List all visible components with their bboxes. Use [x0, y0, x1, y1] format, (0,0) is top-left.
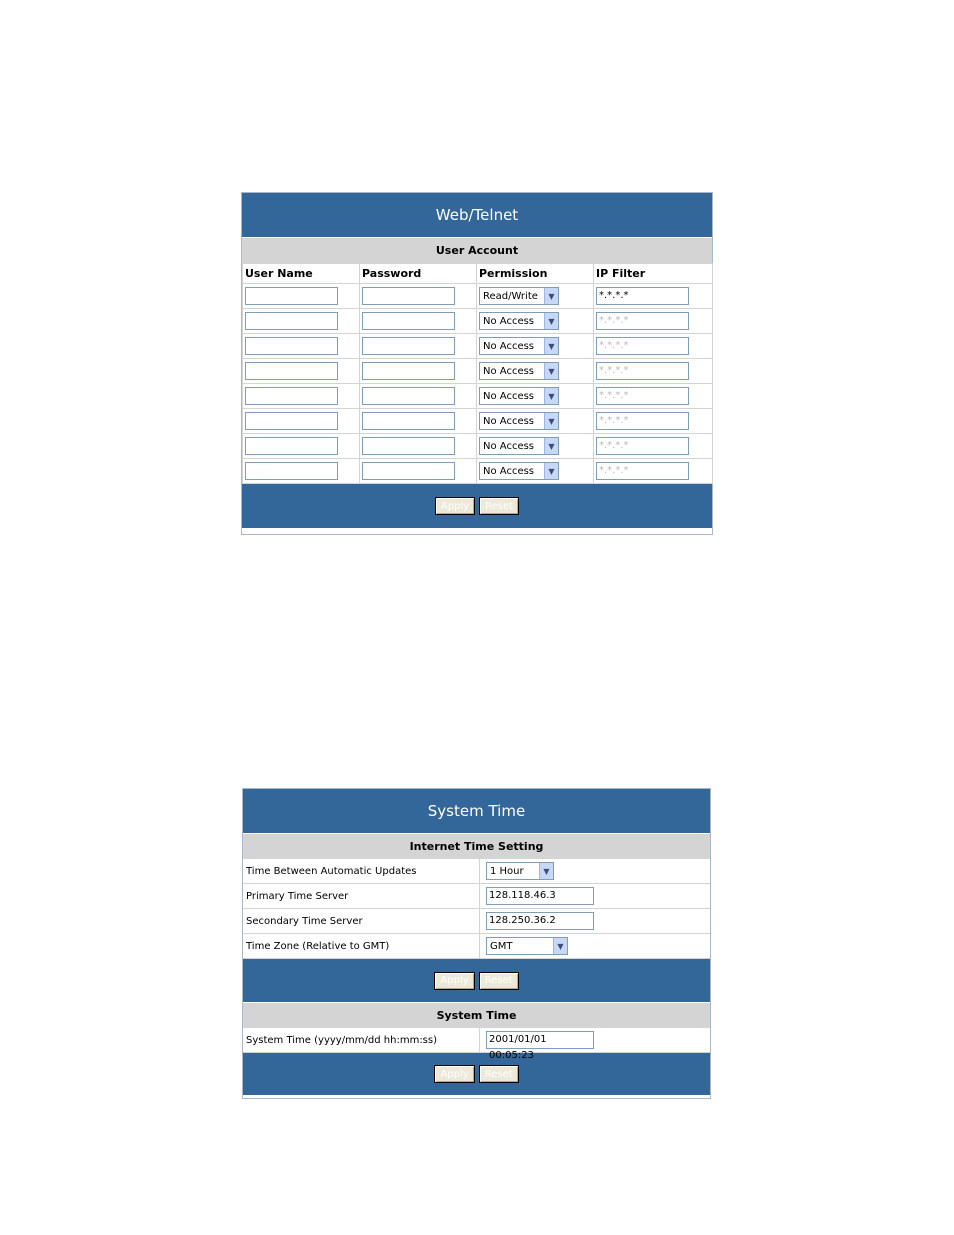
permission-select[interactable]: [479, 287, 559, 305]
permission-cell: [477, 459, 594, 484]
primary-time-server-input[interactable]: 128.118.46.3: [486, 887, 594, 905]
apply-button[interactable]: Apply: [434, 972, 474, 990]
password-input[interactable]: [362, 287, 455, 305]
permission-cell: [477, 359, 594, 384]
ip-filter-cell: [594, 409, 713, 434]
internet-time-header: [243, 833, 710, 859]
select-value: No Access: [483, 365, 535, 377]
permission-cell: [477, 434, 594, 459]
user-name-input[interactable]: [245, 287, 338, 305]
table-row: [243, 409, 713, 434]
field-label: Time Zone (Relative to GMT): [243, 934, 480, 958]
system-time-header: [243, 789, 710, 833]
chevron-down-icon[interactable]: ▼: [544, 463, 558, 479]
user-name-cell: [243, 334, 360, 359]
password-input[interactable]: [362, 387, 455, 405]
field-row-time-zone: [243, 934, 710, 959]
ip-filter-cell: [594, 334, 713, 359]
chevron-down-icon[interactable]: ▼: [544, 413, 558, 429]
user-name-input[interactable]: [245, 312, 338, 330]
password-cell: [360, 334, 477, 359]
permission-select[interactable]: [479, 462, 559, 480]
password-input[interactable]: [362, 412, 455, 430]
internet-time-footer: [243, 959, 710, 1002]
select-value: No Access: [483, 390, 535, 402]
column-header-ip-filter: IP Filter: [594, 264, 713, 284]
time-zone-select[interactable]: [486, 937, 568, 955]
field-row-primary-server: [243, 884, 710, 909]
ip-filter-input[interactable]: *.*.*.*: [596, 437, 689, 455]
permission-select[interactable]: [479, 387, 559, 405]
password-input[interactable]: [362, 312, 455, 330]
user-name-cell: [243, 459, 360, 484]
ip-filter-input[interactable]: *.*.*.*: [596, 312, 689, 330]
password-cell: [360, 284, 477, 309]
field-row-system-time: [243, 1028, 710, 1061]
field-label: Primary Time Server: [243, 884, 480, 908]
select-value: No Access: [483, 340, 535, 352]
user-name-cell: [243, 434, 360, 459]
ip-filter-input[interactable]: *.*.*.*: [596, 362, 689, 380]
reset-button[interactable]: Reset: [479, 972, 519, 990]
web-telnet-header: [242, 193, 712, 237]
field-label: Secondary Time Server: [243, 909, 480, 933]
table-row: [243, 384, 713, 409]
select-value: No Access: [483, 315, 535, 327]
table-row: [243, 284, 713, 309]
chevron-down-icon[interactable]: ▼: [539, 863, 553, 879]
select-value: 1 Hour: [490, 865, 524, 877]
chevron-down-icon[interactable]: ▼: [544, 288, 558, 304]
user-account-table: [242, 263, 713, 484]
select-value: No Access: [483, 440, 535, 452]
permission-cell: [477, 384, 594, 409]
permission-select[interactable]: [479, 437, 559, 455]
password-input[interactable]: [362, 437, 455, 455]
field-label: Time Between Automatic Updates: [243, 859, 480, 883]
reset-button[interactable]: Reset: [479, 497, 519, 515]
permission-select[interactable]: [479, 312, 559, 330]
user-name-input[interactable]: [245, 387, 338, 405]
table-row: [243, 309, 713, 334]
web-telnet-footer: [242, 484, 712, 528]
section-title: System Time: [436, 1009, 517, 1022]
select-value: No Access: [483, 415, 535, 427]
reset-button[interactable]: Reset: [479, 1065, 519, 1083]
password-cell: [360, 384, 477, 409]
chevron-down-icon[interactable]: ▼: [553, 938, 567, 954]
user-name-input[interactable]: [245, 437, 338, 455]
ip-filter-input[interactable]: *.*.*.*: [596, 412, 689, 430]
user-name-cell: [243, 409, 360, 434]
password-cell: [360, 359, 477, 384]
ip-filter-input[interactable]: *.*.*.*: [596, 387, 689, 405]
permission-cell: [477, 409, 594, 434]
section-title: Internet Time Setting: [409, 840, 544, 853]
user-name-cell: [243, 309, 360, 334]
panel-title: System Time: [427, 802, 526, 820]
ip-filter-cell: [594, 284, 713, 309]
panel-title: Web/Telnet: [435, 206, 519, 224]
secondary-time-server-input[interactable]: 128.250.36.2: [486, 912, 594, 930]
permission-cell: [477, 334, 594, 359]
ip-filter-input[interactable]: *.*.*.*: [596, 337, 689, 355]
table-row: [243, 359, 713, 384]
permission-cell: [477, 309, 594, 334]
ip-filter-cell: [594, 359, 713, 384]
column-header-permission: Permission: [477, 264, 594, 284]
user-name-input[interactable]: [245, 337, 338, 355]
section-title: User Account: [435, 244, 519, 257]
chevron-down-icon[interactable]: ▼: [544, 438, 558, 454]
password-cell: [360, 309, 477, 334]
user-name-cell: [243, 359, 360, 384]
table-row: [243, 434, 713, 459]
system-time-footer: [243, 1053, 710, 1095]
password-input[interactable]: [362, 362, 455, 380]
select-value: No Access: [483, 465, 535, 477]
password-cell: [360, 434, 477, 459]
permission-select[interactable]: [479, 337, 559, 355]
password-input[interactable]: [362, 462, 455, 480]
field-label: System Time (yyyy/mm/dd hh:mm:ss): [243, 1028, 480, 1052]
system-time-subheader: [243, 1002, 710, 1028]
table-row: [243, 334, 713, 359]
permission-select[interactable]: [479, 362, 559, 380]
select-value: GMT: [490, 940, 513, 952]
user-name-cell: [243, 284, 360, 309]
system-time-panel: [242, 788, 711, 1099]
chevron-down-icon[interactable]: ▼: [544, 338, 558, 354]
apply-button[interactable]: Apply: [435, 497, 475, 515]
select-value: Read/Write: [483, 290, 538, 302]
chevron-down-icon[interactable]: ▼: [544, 363, 558, 379]
update-interval-select[interactable]: [486, 862, 554, 880]
ip-filter-input[interactable]: *.*.*.*: [596, 462, 689, 480]
chevron-down-icon[interactable]: ▼: [544, 313, 558, 329]
permission-cell: [477, 284, 594, 309]
column-header-user-name: User Name: [243, 264, 360, 284]
ip-filter-cell: [594, 459, 713, 484]
apply-button[interactable]: Apply: [434, 1065, 474, 1083]
user-name-input[interactable]: [245, 362, 338, 380]
field-row-update-interval: [243, 859, 710, 884]
password-cell: [360, 459, 477, 484]
ip-filter-cell: [594, 384, 713, 409]
system-time-input[interactable]: 2001/01/01 00:05:23: [486, 1031, 594, 1049]
column-header-password: Password: [360, 264, 477, 284]
table-header-row: [243, 264, 713, 284]
user-name-input[interactable]: [245, 412, 338, 430]
password-input[interactable]: [362, 337, 455, 355]
web-telnet-panel: [241, 192, 713, 535]
password-cell: [360, 409, 477, 434]
user-name-cell: [243, 384, 360, 409]
ip-filter-cell: [594, 309, 713, 334]
ip-filter-input[interactable]: *.*.*.*: [596, 287, 689, 305]
user-name-input[interactable]: [245, 462, 338, 480]
user-account-header: [242, 237, 712, 263]
chevron-down-icon[interactable]: ▼: [544, 388, 558, 404]
field-row-secondary-server: [243, 909, 710, 934]
permission-select[interactable]: [479, 412, 559, 430]
table-row: [243, 459, 713, 484]
ip-filter-cell: [594, 434, 713, 459]
